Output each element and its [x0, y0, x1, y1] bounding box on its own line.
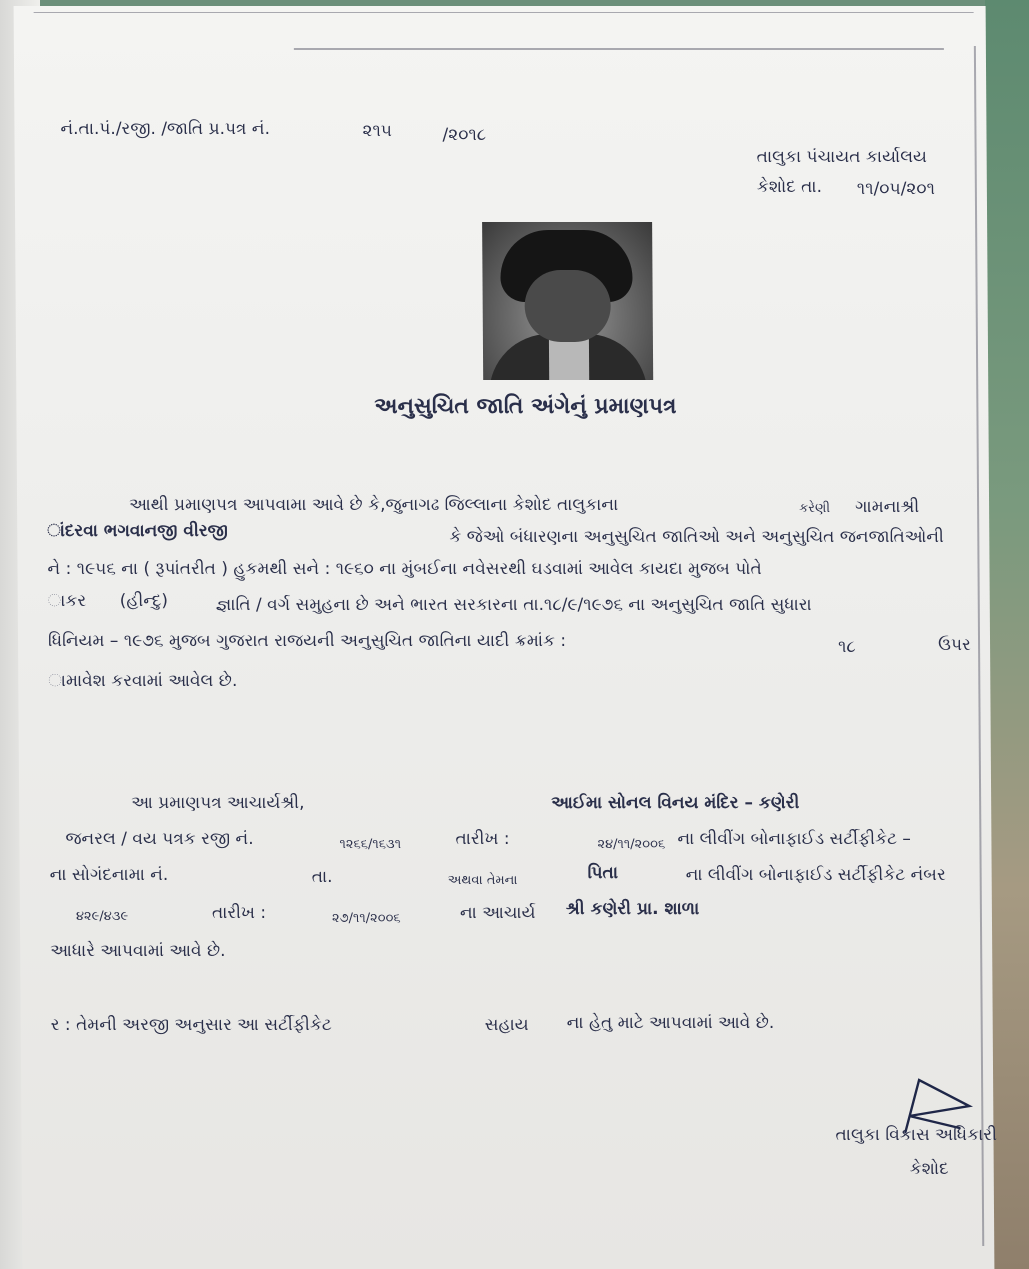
basis-intro: આ પ્રમાણપત્ર આચાર્યશ્રી, [131, 793, 305, 813]
header-rule-line [294, 48, 944, 50]
father-certificate-text: ના લીવીંગ બોનાફાઈડ સર્ટીફીકેટ નંબર [685, 865, 946, 885]
affidavit-label: ના સોગંદનામા નં. [49, 865, 169, 885]
register-label: જનરલ / વય પત્રક રજી નં. [65, 829, 254, 849]
reference-number: ૨૧૫ [362, 121, 393, 141]
purpose-suffix: ના હેતુ માટે આપવામાં આવે છે. [566, 1013, 775, 1033]
caste-name: ાકર [47, 591, 87, 611]
basis-text: આધારે આપવામાં આવે છે. [50, 941, 226, 961]
certificate-date: ૨૭/૧૧/૨૦૦૬ [331, 911, 401, 926]
father-word: પિતા [587, 863, 619, 883]
issue-date: ૧૧/૦૫/૨૦૧ [856, 179, 936, 199]
certificate-number: ૪૨૯/૪૩૯ [75, 909, 129, 924]
principal-of-text: ના આચાર્ય [459, 903, 536, 923]
affidavit-date-label: તા. [311, 867, 333, 887]
body-line-4: જ્ઞાતિ / વર્ગ સમુહના છે અને ભારત સરકારના તા.૧૮/૯/૧૯૭૬ ના અનુસુચિત જાતિ સુધારા [215, 595, 812, 615]
reference-year: /૨૦૧૮ [442, 125, 487, 145]
holder-name: ાંદરવા ભગવાનજી વીરજી [47, 521, 228, 541]
school-name: આઈમા સોનલ વિનય મંદિર – કણેરી [551, 793, 800, 813]
leaving-certificate-date: ૨૪/૧૧/૨૦૦૬ [597, 837, 666, 852]
body-line-3: ને : ૧૯૫૬ ના ( રૂપાંતરીત ) હુકમથી સને : ૧૯૬૦ ના મુંબઈના નવેસરથી ઘડવામાં આવેલ કાયદા મુજબ પોતે [47, 559, 762, 579]
or-their-text: અથવા તેમના [447, 873, 518, 888]
village-name: કરેણી [799, 501, 831, 516]
list-number: ૧૮ [837, 637, 856, 657]
place-date-label: કેશોદ તા. [756, 177, 823, 197]
primary-school-name: શ્રી કણેરી પ્રા. શાળા [565, 899, 700, 919]
register-number: ૧૨૬૬/૧૬૩૧ [339, 837, 402, 852]
register-date-label: તારીખ : [455, 829, 510, 849]
right-margin-line [974, 46, 984, 1246]
body-line-5: ધિનિયમ – ૧૯૭૬ મુજબ ગુજરાત રાજયની અનુસુચિત જાતિના યાદી ક્રમાંક : [47, 631, 567, 651]
purpose-word: સહાય [484, 1015, 529, 1035]
village-label: ગામનાશ્રી [855, 497, 920, 517]
reference-label: નં.તા.પં./રજી. /જાતિ પ્ર.પત્ર નં. [60, 119, 271, 139]
body-line-1: આથી પ્રમાણપત્ર આપવામા આવે છે કે,જુનાગઢ જિલ્લાના કેશોદ તાલુકાના [129, 495, 619, 515]
office-name: તાલુકા પંચાયત કાર્યાલય [756, 147, 928, 167]
certificate-paper [14, 6, 995, 1269]
certificate-title: અનુસુચિત જાતિ અંગેનું પ્રમાણપત્ર [374, 394, 677, 419]
body-line-2: કે જેઓ બંધારણના અનુસુચિત જાતિઓ અને અનુસુચિત જનજાતિઓની [449, 527, 944, 547]
upar-text: ઉપર [937, 635, 971, 655]
leaving-certificate-text: ના લીવીંગ બોનાફાઈડ સર્ટીફીકેટ – [677, 829, 911, 849]
signatory-place: કેશોદ [909, 1159, 949, 1179]
top-border-line [34, 12, 974, 13]
signatory-title: તાલુકા વિકાસ અધિકારી [835, 1125, 997, 1145]
certificate-date-label: તારીખ : [211, 903, 267, 923]
person-photo [482, 222, 653, 380]
religion: (હીન્દુ) [119, 591, 169, 611]
purpose-prefix: ર : તેમની અરજી અનુસાર આ સર્ટીફીકેટ [50, 1015, 332, 1035]
body-line-6: ામાવેશ કરવામાં આવેલ છે. [48, 671, 238, 691]
